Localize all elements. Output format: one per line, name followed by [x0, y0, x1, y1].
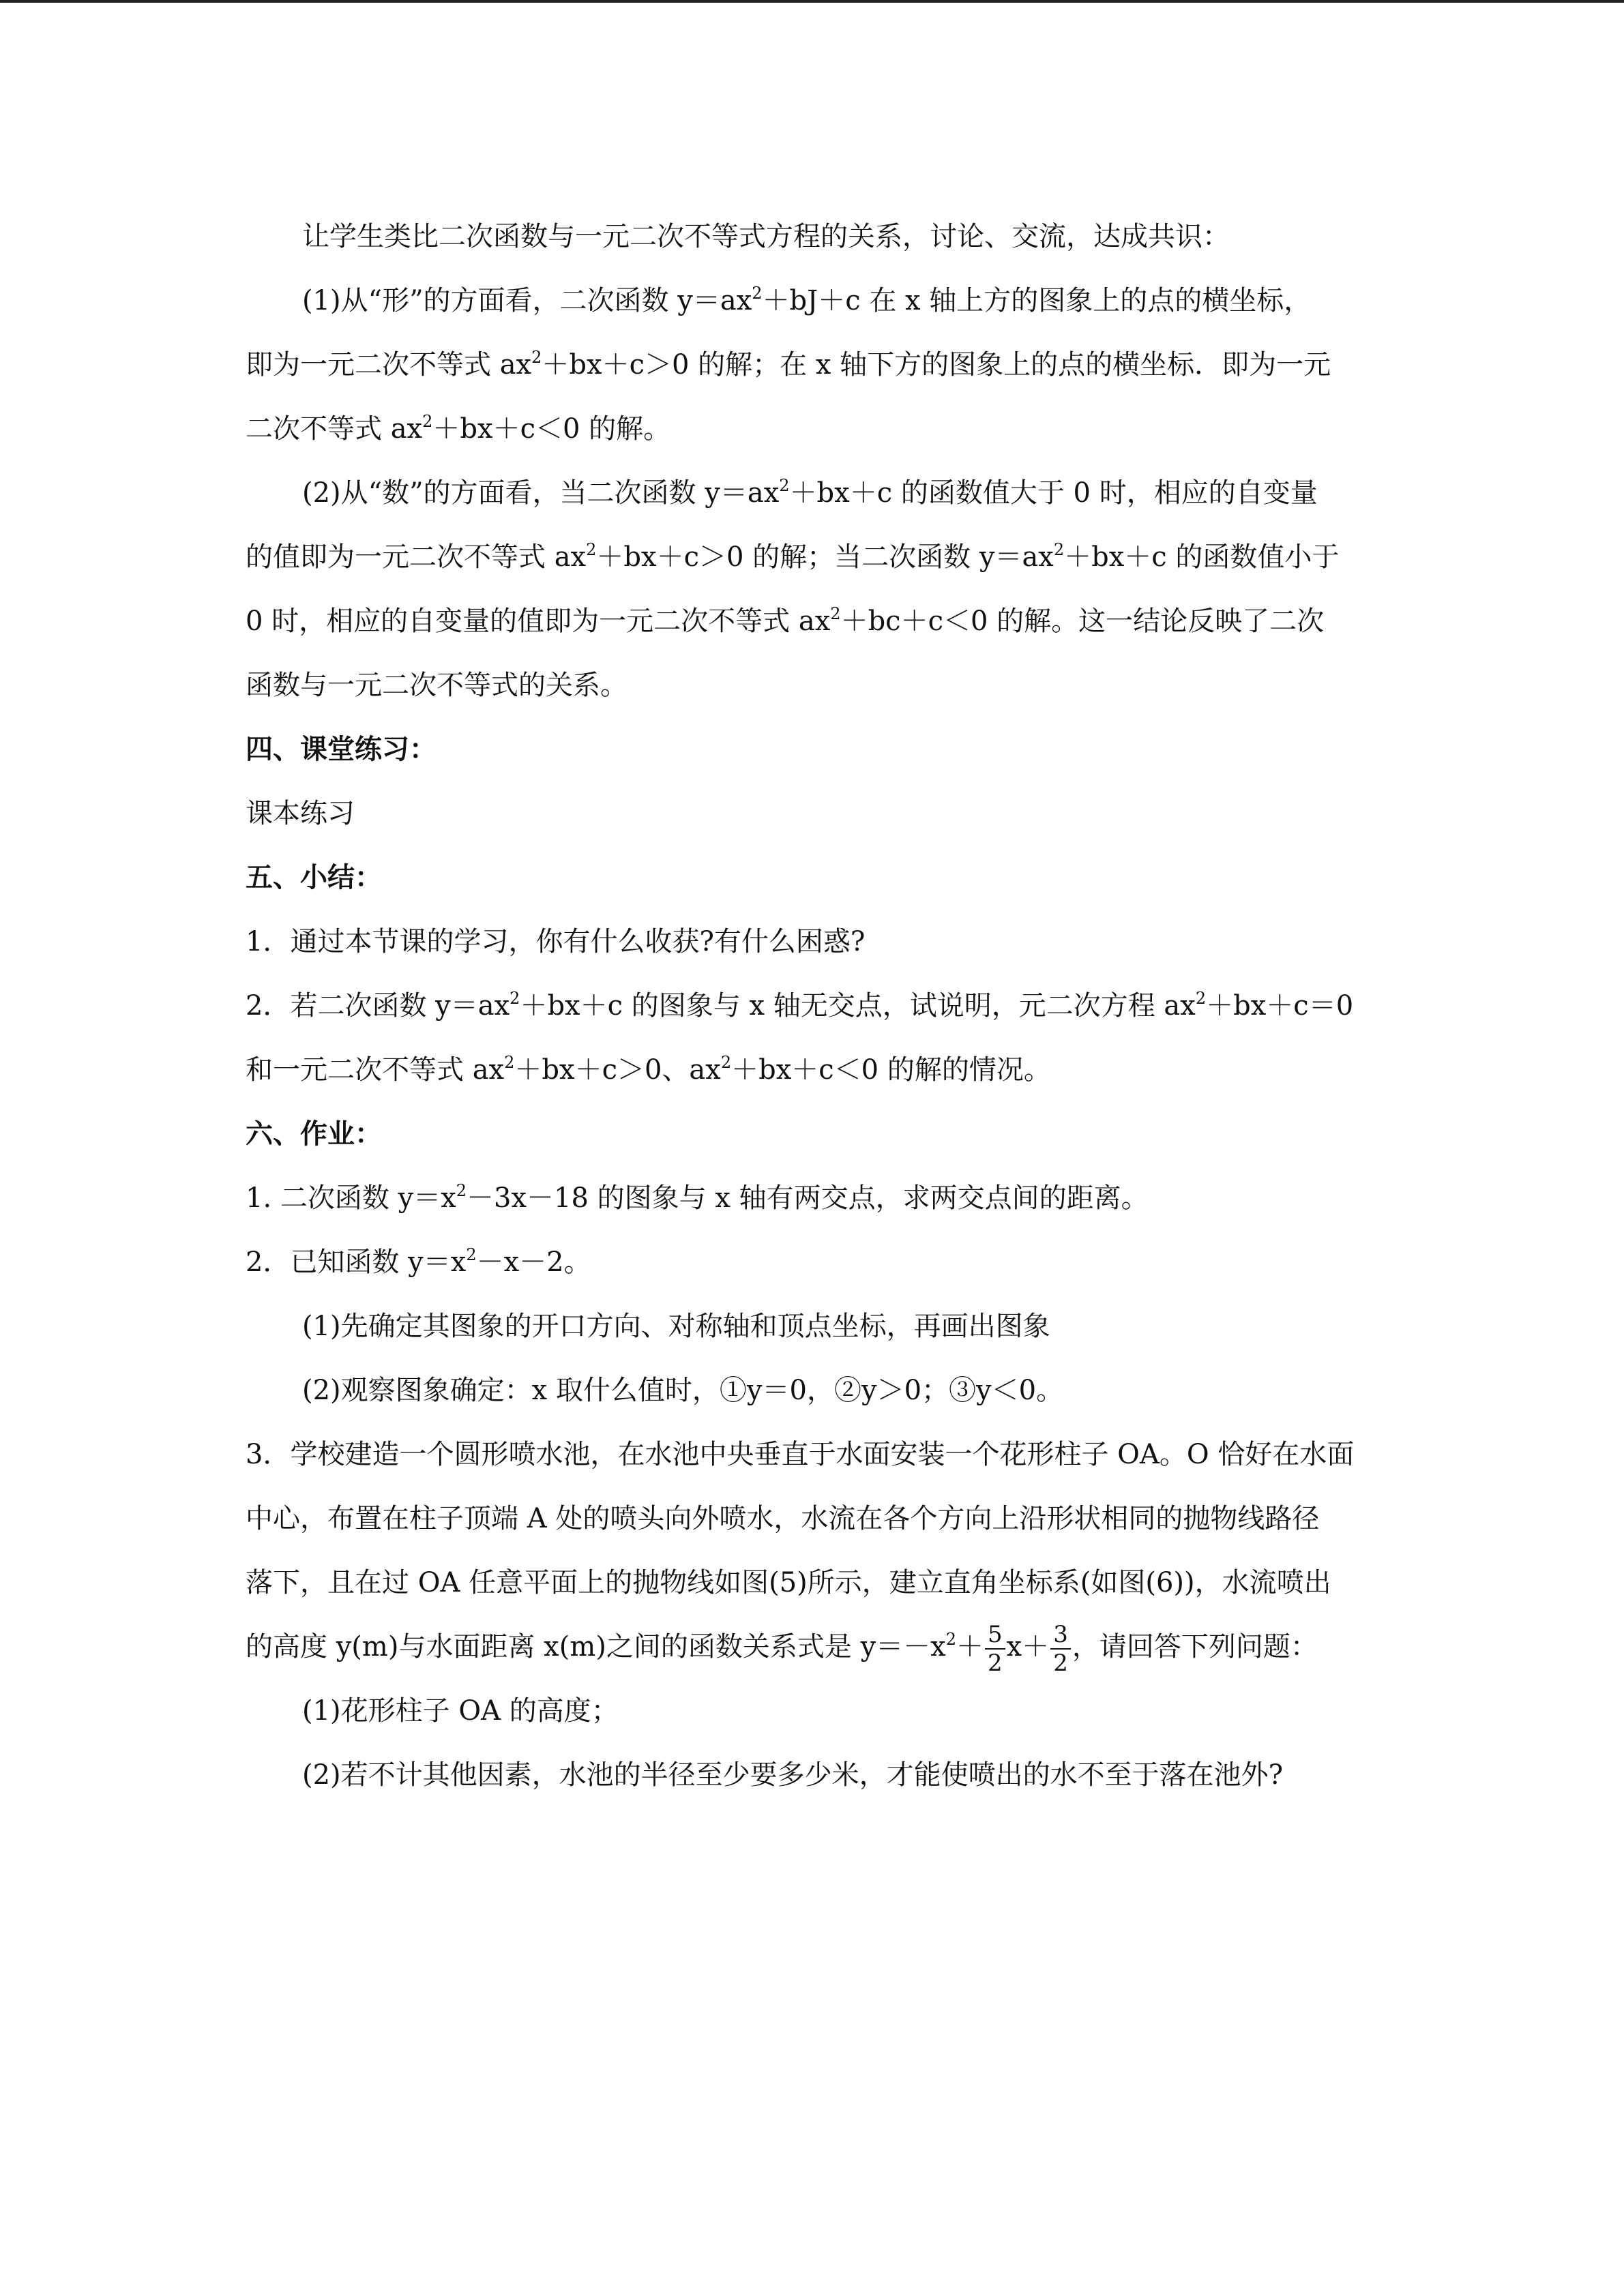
fraction-five-halves: $\frac{5}{2}$: [985, 1621, 1005, 1677]
point1-line3: 二次不等式 $ax^2+bx+c<0$ 的解。: [246, 412, 671, 445]
point2-line4: 函数与一元二次不等式的关系。: [246, 670, 628, 701]
fraction-three-halves: $\frac{3}{2}$: [1050, 1621, 1071, 1677]
summary-item-1: 1．通过本节课的学习，你有什么收获?有什么困惑?: [246, 926, 866, 957]
document-page: [246, 205, 1378, 1807]
section5-heading: 五、小结：: [246, 861, 382, 893]
point1-line1: (1)从“形”的方面看，二次函数 $y=ax^2+bJ+c$ 在 x 轴上方的图象上的点的横坐标，: [302, 284, 1312, 316]
summary-item-2-line1: 2．若二次函数 $y=ax^2+bx+c$ 的图象与 x 轴无交点，试说明，元二次方程 $ax^2+bx+c=0$: [246, 989, 1354, 1022]
top-border-line: [0, 0, 1624, 3]
homework-3-line4: 的高度 y(m)与水面距离 x(m)之间的函数关系式是 $y=-x^2+$ $\frac{5}{2}$ x＋ $\frac{3}{2}$ ，请回答下列问题：: [246, 1621, 1318, 1677]
point2-line1: (2)从“数”的方面看，当二次函数 $y=ax^2+bx+c$ 的函数值大于 0 时，相应的自变量: [302, 476, 1318, 509]
homework-3-line1: 3．学校建造一个圆形喷水池，在水池中央垂直于水面安装一个花形柱子 OA。O 恰好在水面: [246, 1439, 1355, 1470]
summary-item-2-line2: 和一元二次不等式 $ax^2+bx+c>0$、$ax^2+bx+c<0$ 的解的情况。: [246, 1053, 1051, 1086]
homework-1: 1. 二次函数 $y=x^2-3x-18$ 的图象与 x 轴有两交点，求两交点间的距离。: [246, 1181, 1149, 1214]
section4-heading: 四、课堂练习：: [246, 733, 437, 765]
section6-heading: 六、作业：: [246, 1118, 382, 1150]
homework-3-question1: (1)花形柱子 OA 的高度；: [302, 1695, 619, 1727]
intro-paragraph: 让学生类比二次函数与一元二次不等式方程的关系，讨论、交流，达成共识：: [302, 221, 1230, 252]
homework-3-question2: (2)若不计其他因素，水池的半径至少要多少米，才能使喷出的水不至于落在池外?: [302, 1759, 1284, 1791]
section4-body: 课本练习: [246, 798, 355, 829]
point1-line2: 即为一元二次不等式 $ax^2+bx+c>0$ 的解；在 x 轴下方的图象上的点的横坐标．即为一元: [246, 348, 1331, 381]
homework-3-line2: 中心，布置在柱子顶端 A 处的喷头向外喷水，水流在各个方向上沿形状相同的抛物线路径: [246, 1503, 1320, 1534]
homework-3-line3: 落下，且在过 OA 任意平面上的抛物线如图(5)所示，建立直角坐标系(如图(6))，水流喷出: [246, 1567, 1331, 1598]
point2-line2: 的值即为一元二次不等式 $ax^2+bx+c>0$ 的解；当二次函数 $y=ax^2+bx+c$ 的函数值小于: [246, 540, 1340, 573]
homework-2-part2: (2)观察图象确定：x 取什么值时，①y＝0，②y＞0；③y＜0。: [302, 1375, 1064, 1406]
homework-2: 2．已知函数 $y=x^2-x-2$。: [246, 1245, 591, 1278]
point2-line3: 0 时，相应的自变量的值即为一元二次不等式 $ax^2+bc+c<0$ 的解。这一结论反映了二次: [246, 604, 1325, 637]
homework-2-part1: (1)先确定其图象的开口方向、对称轴和顶点坐标，再画出图象: [302, 1311, 1050, 1342]
